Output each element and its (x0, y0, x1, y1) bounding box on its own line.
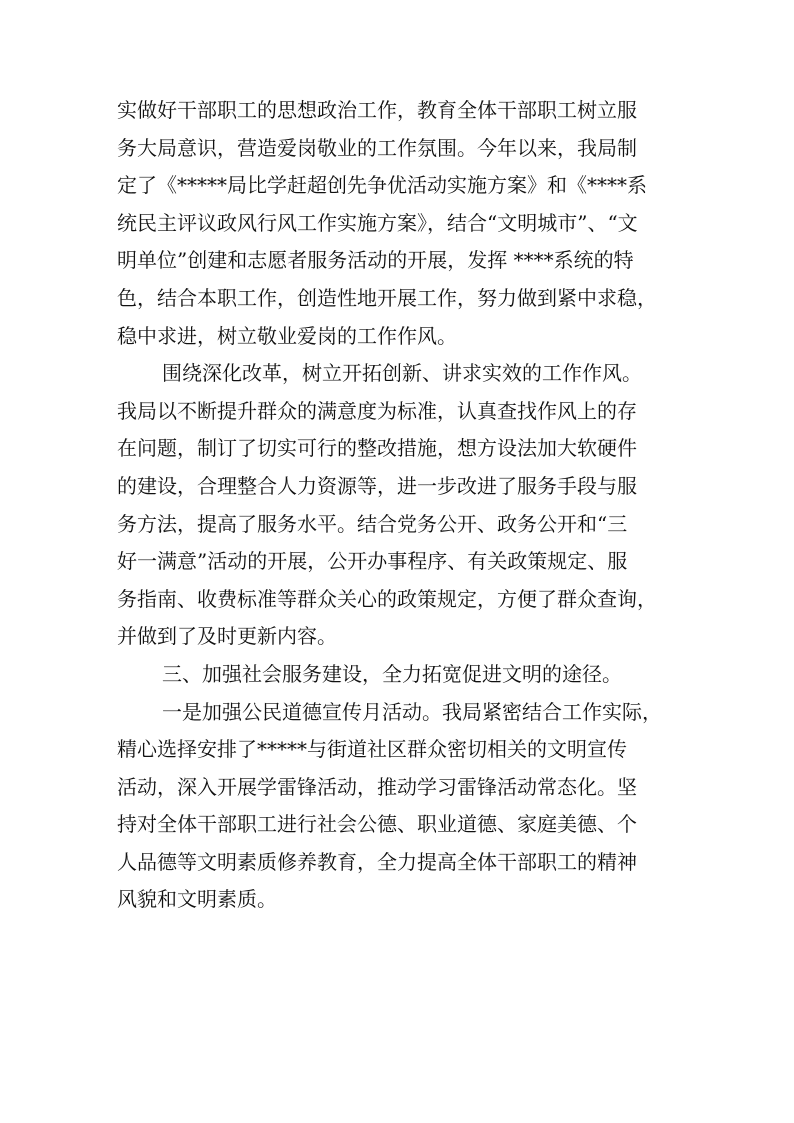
text-line: 并做到了及时更新内容。 (117, 624, 337, 649)
text-line: 围绕深化改革，树立开拓创新、讲求实效的工作作风。 (162, 361, 642, 386)
text-line: 活动，深入开展学雷锋活动，推动学习雷锋活动常态化。坚 (117, 774, 637, 799)
paragraph-1 (117, 92, 682, 355)
paragraph-2 (117, 355, 682, 656)
text-line: 好一满意”活动的开展，公开办事程序、有关政策规定、服 (117, 549, 628, 574)
text-line: 务大局意识，营造爱岗敬业的工作氛围。今年以来，我局制 (117, 135, 637, 160)
text-line: 定了《*****局比学赶超创先争优活动实施方案》和《****系 (117, 173, 647, 198)
text-line: 人品德等文明素质修养教育，全力提高全体干部职工的精神 (117, 849, 637, 874)
section-heading (117, 656, 682, 694)
paragraph-3 (117, 694, 682, 920)
text-line: 务指南、收费标准等群众关心的政策规定，方便了群众查询， (117, 586, 657, 611)
text-line: 精心选择安排了*****与街道社区群众密切相关的文明宣传 (117, 737, 627, 762)
text-line: 务方法，提高了服务水平。结合党务公开、政务公开和“三 (117, 511, 628, 536)
text-line: 的建设，合理整合人力资源等，进一步改进了服务手段与服 (117, 473, 637, 498)
text-line: 统民主评议政风行风工作实施方案》，结合“文明城市”、“文 (117, 210, 638, 235)
text-line: 风貌和文明素质。 (117, 887, 277, 912)
text-line: 稳中求进，树立敬业爱岗的工作作风。 (117, 323, 457, 348)
document-body (117, 92, 682, 919)
text-line: 一是加强公民道德宣传月活动。我局紧密结合工作实际， (162, 699, 662, 724)
text-line: 持对全体干部职工进行社会公德、职业道德、家庭美德、个 (117, 812, 637, 837)
text-line: 色，结合本职工作，创造性地开展工作，努力做到紧中求稳， (117, 285, 657, 310)
heading-line: 三、加强社会服务建设，全力拓宽促进文明的途径。 (162, 661, 622, 686)
text-line: 实做好干部职工的思想政治工作，教育全体干部职工树立服 (117, 98, 637, 122)
text-line: 明单位”创建和志愿者服务活动的开展，发挥 ****系统的特 (117, 248, 634, 273)
text-line: 在问题，制订了切实可行的整改措施，想方设法加大软硬件 (117, 436, 637, 461)
text-line: 我局以不断提升群众的满意度为标准，认真查找作风上的存 (117, 398, 637, 423)
